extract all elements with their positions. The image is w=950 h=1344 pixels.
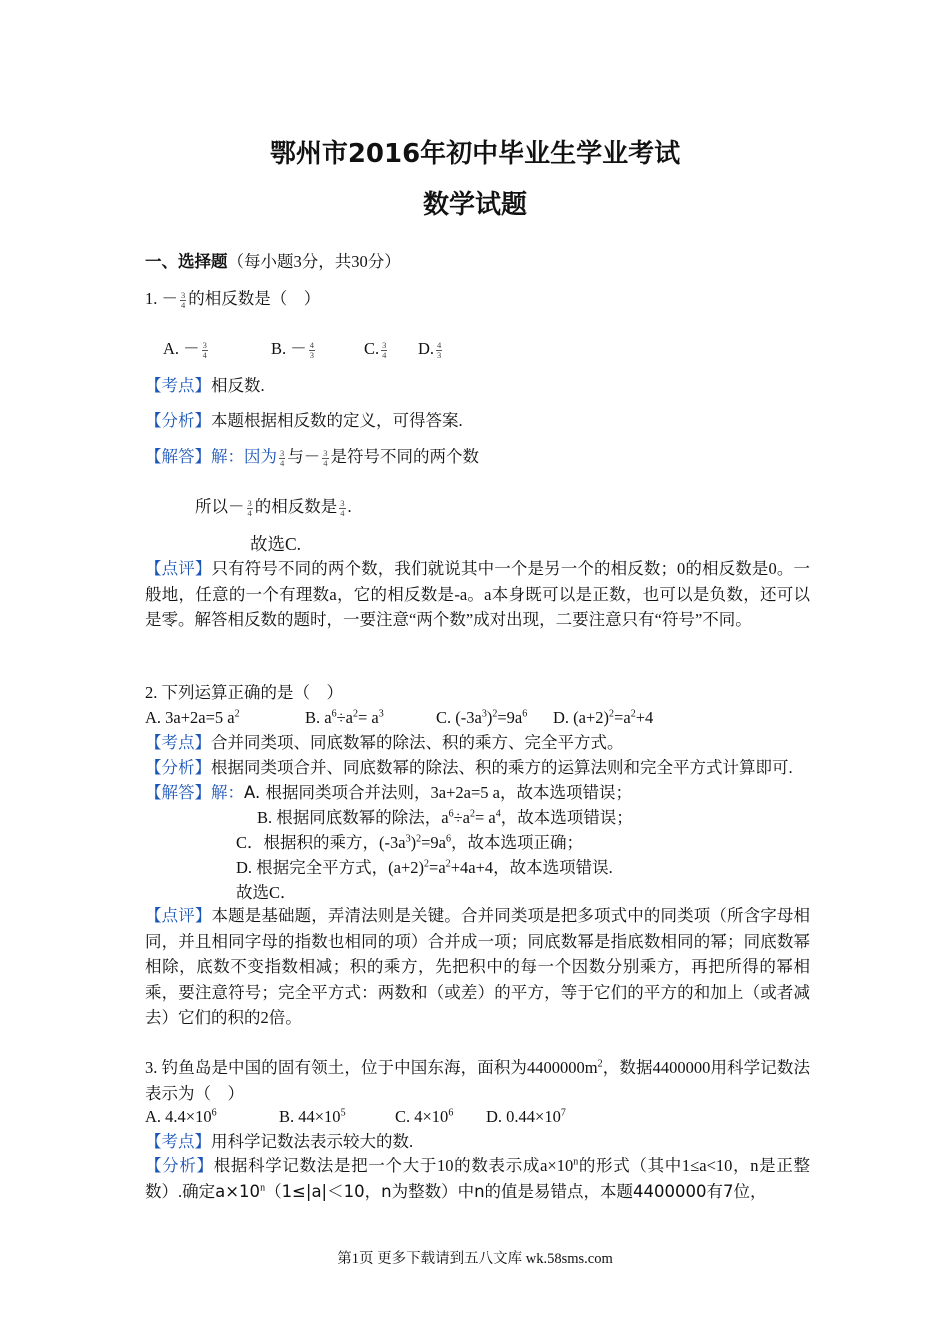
fraction: $\frac{3}{4}$ — [382, 339, 387, 360]
q1-jieda-line2: 所以－ $\frac{3}{4}$ 的相反数是 $\frac{3}{4}$ . — [195, 497, 352, 518]
q3-option-d: D. $0.44\times 10^7$ — [486, 1107, 566, 1126]
q2-option-a: A. 3a+2a=5 $a^2$ — [145, 708, 240, 727]
fraction: $\frac{3}{4}$ — [247, 497, 252, 518]
q2-jieda-b: B. 根据同底数幂的除法，$a^6\div a^2= a^4$，故本选项错误； — [257, 808, 633, 827]
q2-dianping: 【点评】本题是基础题，弄清法则是关键。合并同类项是把多项式中的同类项（所含字母相同，并且相同字母的指数也相同的项）合并成一项；同底数幂是指底数相同的幂；同底数幂相除，底数不变指数相减；积的乘方，先把积中的每一个因数分别乘方，再把所得的幂相乘，要注意符号；完全平方式：两数和（或差）的平方，等于它们的平方的和加上（或者减去）它们的积的2倍。 — [145, 906, 811, 1027]
fraction: $\frac{3}{4}$ — [181, 289, 186, 310]
q3-option-c: C. $4\times 10^6$ — [395, 1107, 454, 1126]
q1-option-b: B. － $\frac{4}{3}$ — [271, 339, 315, 360]
q2-option-c: C. $(-3a^3)^2=9a^6$ — [436, 708, 528, 727]
fraction: $\frac{3}{4}$ — [340, 497, 345, 518]
q2-jieda-d: D. 根据完全平方式，$(a+2)^2=a^2+4a+4$，故本选项错误. — [236, 858, 613, 877]
q1-option-c: C. $\frac{3}{4}$ — [364, 339, 387, 360]
tag-jieda: 【解答】 — [145, 447, 211, 466]
q2-kaodian: 【考点】合并同类项、同底数幂的除法、积的乘方、完全平方式。 — [145, 733, 624, 752]
q3-option-b: B. $44\times 10^5$ — [279, 1107, 346, 1126]
fraction: $\frac{4}{3}$ — [437, 339, 442, 360]
q1-stem: 1. － $\frac{3}{4}$ 的相反数是（ ） — [145, 289, 321, 310]
section-title: 一、选择题 — [145, 252, 228, 271]
q1-option-d: D. $\frac{4}{3}$ — [418, 339, 442, 360]
tag-fenxi: 【分析】 — [145, 758, 211, 777]
tag-jieda: 【解答】 — [145, 783, 211, 802]
tag-fenxi: 【分析】 — [145, 411, 211, 430]
q2-fenxi: 【分析】根据同类项合并、同底数幂的除法、积的乘方的运算法则和完全平方式计算即可. — [145, 758, 793, 777]
q1-jieda: 【解答】解：因为 $\frac{3}{4}$ 与－ $\frac{3}{4}$ 是符号不同的两个数 — [145, 447, 479, 468]
tag-fenxi: 【分析】 — [145, 1156, 214, 1175]
q2-option-b: B. $a^6\div a^2= a^3$ — [305, 708, 384, 727]
document-subtitle: 数学试题 — [422, 190, 527, 220]
q2-stem: 2. 下列运算正确的是（ ） — [145, 683, 343, 702]
tag-dianping: 【点评】 — [145, 906, 212, 925]
fraction: $\frac{3}{4}$ — [323, 447, 328, 468]
q2-answer: 故选C． — [236, 883, 297, 902]
tag-kaodian: 【考点】 — [145, 1132, 211, 1151]
tag-kaodian: 【考点】 — [145, 376, 211, 395]
q2-option-d: D. $(a+2)^2=a^2+4$ — [553, 708, 654, 727]
fraction: $\frac{4}{3}$ — [309, 339, 315, 360]
section-heading — [145, 252, 401, 272]
section-note: （每小题3分，共30分） — [227, 252, 401, 271]
q1-fenxi: 【分析】本题根据相反数的定义，可得答案. — [145, 411, 463, 430]
page-footer: 第1页 更多下载请到五八文库 wk.58sms.com — [337, 1251, 613, 1267]
q1-dianping: 【点评】只有符号不同的两个数，我们就说其中一个是另一个的相反数；0的相反数是0。一般地，任意的一个有理数a，它的相反数是-a。a本身既可以是正数，也可以是负数，还可以是零。解答相反数的题时，一要注意“两个数”成对出现，二要注意只有“符号”不同。 — [145, 559, 811, 629]
q1-option-a: A. － $\frac{3}{4}$ — [163, 339, 207, 360]
q1-answer: 故选C. — [250, 534, 302, 554]
tag-dianping: 【点评】 — [145, 559, 212, 578]
q3-kaodian: 【考点】用科学记数法表示较大的数. — [145, 1132, 414, 1151]
q2-jieda-a: 【解答】解：A. 根据同类项合并法则，3a+2a=5 a，故本选项错误； — [145, 783, 632, 802]
q3-option-a: A. $4.4\times 10^6$ — [145, 1107, 217, 1126]
tag-kaodian: 【考点】 — [145, 733, 211, 752]
document-title: 鄂州市2016年初中毕业生学业考试 — [269, 139, 681, 169]
fraction: $\frac{3}{4}$ — [280, 447, 285, 468]
q1-kaodian: 【考点】相反数. — [145, 376, 265, 395]
fraction: $\frac{3}{4}$ — [202, 339, 207, 360]
q3-stem: 3. 钓鱼岛是中国的固有领土，位于中国东海，面积为$4400000m^2$，数据4400000用科学记数法表示为（ ） — [145, 1058, 810, 1103]
q2-jieda-c: C．根据积的乘方，$(-3a^3)^2=9a^6$，故本选项正确； — [236, 833, 583, 852]
q3-fenxi: 【分析】根据科学记数法是把一个大于10的数表示成$a\times 10^n$的形式（其中1≤a<10，n是正整数）.确定$a\times 10^n(1\le|a|<10$，n为整数）中n的值是易错点，本题4400000有7位， — [145, 1156, 811, 1201]
